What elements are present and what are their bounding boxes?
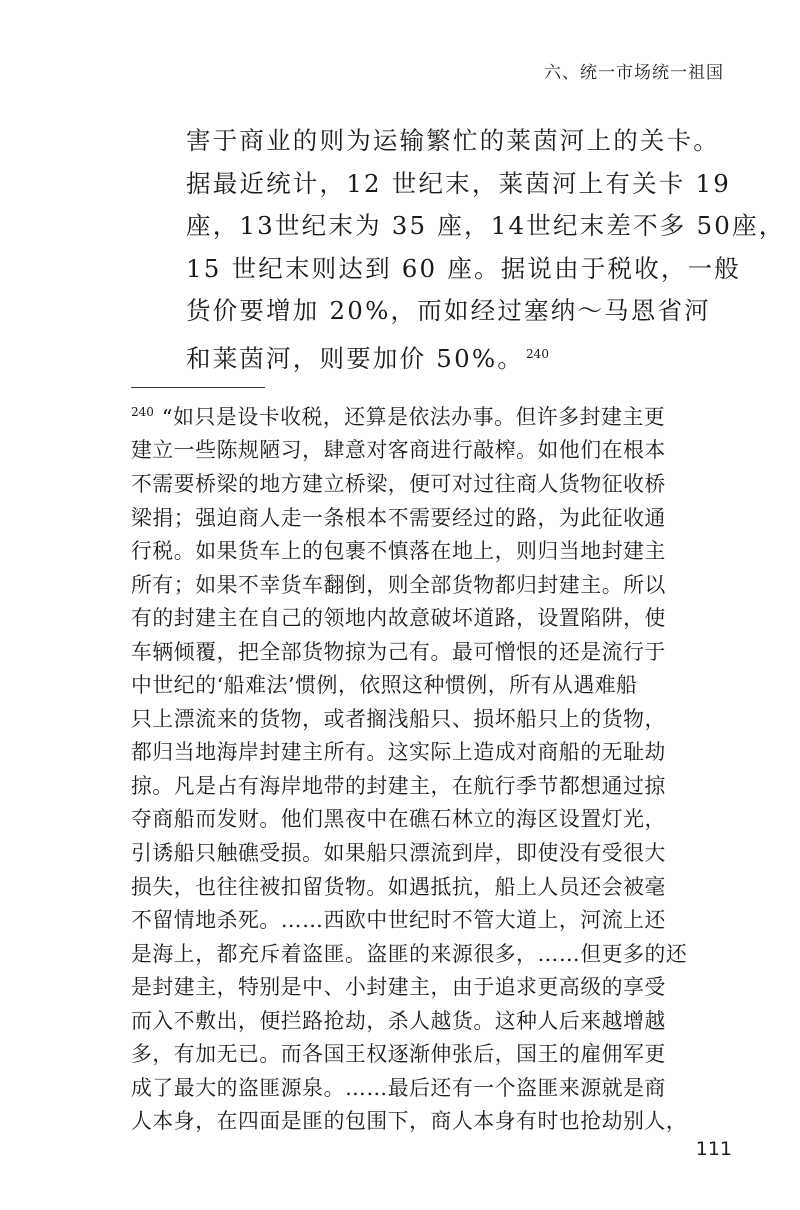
footnote-line: 是封建主，特别是中、小封建主，由于追求更高级的享受 — [131, 975, 666, 1000]
quote-line: 害于商业的则为运输繁忙的莱茵河上的关卡。 — [186, 126, 720, 155]
footnote-line: 是海上，都充斥着盗匪。盗匪的来源很多，……但更多的还 — [131, 941, 688, 966]
quote-line: 15 世纪末则达到 60 座。据说由于税收，一般 — [186, 253, 742, 283]
footnote-number: 240 — [131, 405, 154, 419]
footnote-line: 所有；如果不幸货车翻倒，则全部货物都归封建主。所以 — [131, 572, 666, 597]
quote-line: 据最近统计，12 世纪末，莱茵河上有关卡 19 — [186, 168, 732, 198]
page-number: 111 — [695, 1138, 732, 1160]
footnote-line: 引诱船只触礁受损。如果船只漂流到岸，即使没有受很大 — [131, 841, 666, 866]
footnote-line-text: “如只是设卡收税，还算是依法办事。但许多封建主更 — [161, 404, 666, 429]
footnote-line: 夺商船而发财。他们黑夜中在礁石林立的海区设置灯光， — [131, 807, 666, 832]
quote-line: 货价要增加 20%，而如经过塞纳～马恩省河 — [186, 296, 711, 326]
footnote-line: 成了最大的盗匪源泉。……最后还有一个盗匪来源就是商 — [131, 1075, 666, 1100]
footnote-line: 而入不敷出，便拦路抢劫，杀人越货。这种人后来越增越 — [131, 1008, 666, 1033]
quote-line: 座，13世纪末为 35 座，14世纪末差不多 50座， — [186, 211, 786, 241]
footnote-line — [131, 396, 686, 434]
footnote-line: 损失，也往往被扣留货物。如遇抵抗，船上人员还会被毫 — [131, 874, 666, 899]
footnote — [131, 396, 686, 1139]
block-quote — [186, 120, 786, 381]
running-header: 六、统一市场统一祖国 — [544, 63, 724, 83]
footnote-line: 不留情地杀死。……西欧中世纪时不管大道上，河流上还 — [131, 908, 666, 933]
footnote-line: 掠。凡是占有海岸地带的封建主，在航行季节都想通过掠 — [131, 773, 666, 798]
footnote-reference[interactable]: 240 — [526, 346, 549, 361]
quote-line-text: 和莱茵河，则要加价 50%。 — [186, 344, 525, 374]
footnote-line: 车辆倾覆，把全部货物掠为己有。最可憎恨的还是流行于 — [131, 639, 666, 664]
footnote-line: 建立一些陈规陋习，肆意对客商进行敲榨。如他们在根本 — [131, 438, 666, 463]
footnote-separator — [131, 387, 265, 388]
footnote-line: 人本身，在四面是匪的包围下，商人本身有时也抢劫别人， — [131, 1109, 688, 1134]
footnote-line: 有的封建主在自己的领地内故意破坏道路，设置陷阱，使 — [131, 606, 666, 631]
footnote-line: 只上漂流来的货物，或者搁浅船只、损坏船只上的货物， — [131, 706, 666, 731]
footnote-line: 行税。如果货车上的包裹不慎落在地上，则归当地封建主 — [131, 539, 666, 564]
footnote-line: 不需要桥梁的地方建立桥梁，便可对过往商人货物征收桥 — [131, 472, 666, 497]
footnote-line: 都归当地海岸封建主所有。这实际上造成对商船的无耻劫 — [131, 740, 666, 765]
footnote-line: 中世纪的‘船难法’惯例，依照这种惯例，所有从遇难船 — [131, 673, 638, 698]
footnote-line: 多，有加无已。而各国王权逐渐伸张后，国王的雇佣军更 — [131, 1042, 666, 1067]
quote-line-last — [186, 333, 698, 381]
footnote-line: 梁捐；强迫商人走一条根本不需要经过的路，为此征收通 — [131, 505, 666, 530]
